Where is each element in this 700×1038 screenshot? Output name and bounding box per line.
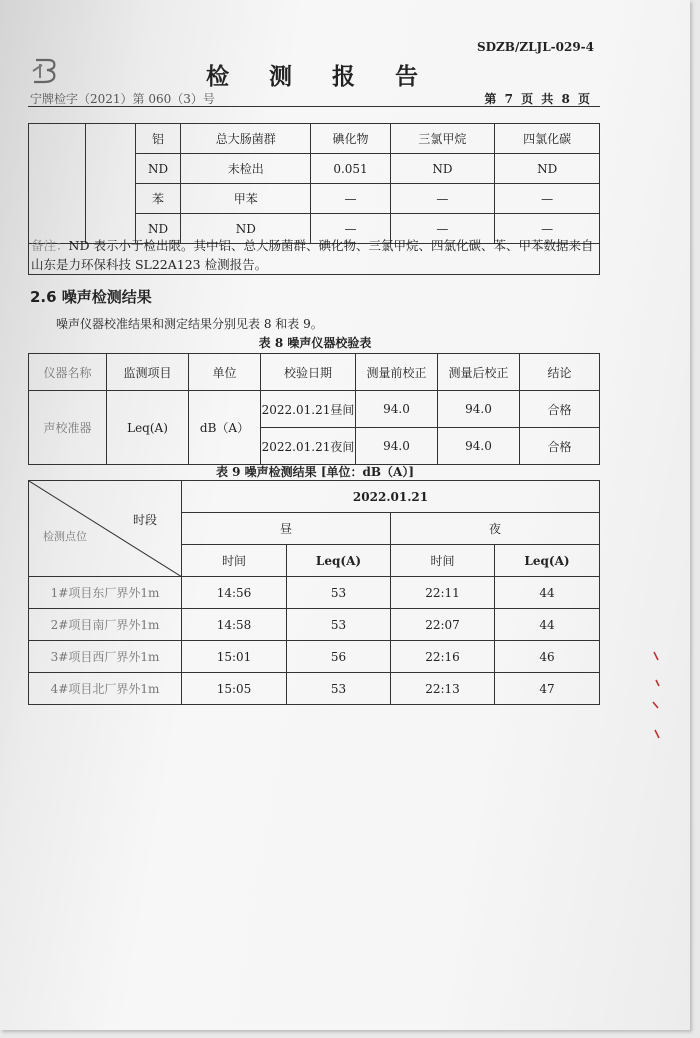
table-cell: 44 <box>495 577 600 609</box>
table-cell: 46 <box>495 641 600 673</box>
table-cell: 14:58 <box>182 609 287 641</box>
table-cell: 2022.01.21昼间 <box>261 391 356 428</box>
table-cell: ND <box>495 154 600 184</box>
corner-top-label: 时段 <box>132 513 157 527</box>
note-label: 备注： <box>31 238 69 253</box>
section-paragraph: 噪声仪器校准结果和测定结果分别见表 8 和表 9。 <box>56 317 323 331</box>
table-cell: ND <box>181 214 311 244</box>
table-cell: — <box>495 184 600 214</box>
table-cell: 苯 <box>136 184 181 214</box>
section-heading: 2.6 噪声检测结果 <box>30 288 152 306</box>
point-cell: 1#项目东厂界外1m <box>29 577 182 609</box>
table-cell: 22:07 <box>391 609 495 641</box>
table-header-cell: 碘化物 <box>311 124 390 154</box>
report-title: 检 测 报 告 <box>205 63 435 90</box>
table-cell: 94.0 <box>356 391 438 428</box>
table-cell: 0.051 <box>311 154 390 184</box>
table-cell: — <box>311 214 390 244</box>
table-cell: — <box>495 214 600 244</box>
table-cell: 合格 <box>520 391 600 428</box>
corner-cell <box>29 481 182 577</box>
corner-bottom-label: 检测点位 <box>43 530 87 543</box>
table-header-cell: Leq(A) <box>495 545 600 577</box>
table-cell: 94.0 <box>438 428 520 465</box>
table-row <box>29 124 600 154</box>
table-cell: ND <box>136 214 181 244</box>
calibration-table <box>28 353 600 465</box>
document-code: SDZB/ZLJL-029-4 <box>476 40 594 54</box>
table-header-cell: 测量后校正 <box>438 354 520 391</box>
table-header-cell: 铝 <box>136 124 181 154</box>
table-row <box>29 609 600 641</box>
table-row <box>29 391 600 428</box>
table-cell: 53 <box>287 673 391 705</box>
table-cell: 合格 <box>520 428 600 465</box>
noise-result-table <box>28 480 600 705</box>
table-cell: 53 <box>287 609 391 641</box>
table-header-cell: Leq(A) <box>287 545 391 577</box>
table-cell: 甲苯 <box>181 184 311 214</box>
table-cell: 2022.01.21夜间 <box>261 428 356 465</box>
table-cell: 22:11 <box>391 577 495 609</box>
table-row <box>29 354 600 391</box>
table-header-cell: 结论 <box>520 354 600 391</box>
note-text: ND 表示小于检出限。其中铝、总大肠菌群、碘化物、三氯甲烷、四氯化碳、苯、甲苯数据来自山东是力环保科技 SL22A123 检测报告。 <box>31 238 594 272</box>
report-reference: 宁牌检字（2021）第 060（3）号 <box>30 92 215 106</box>
table9-caption: 表 9 噪声检测结果 [单位：dB（A）] <box>215 465 415 479</box>
table-header-cell: 三氯甲烷 <box>390 124 495 154</box>
unit-cell: dB（A） <box>189 391 261 465</box>
table-cell: 47 <box>495 673 600 705</box>
table-cell: 14:56 <box>182 577 287 609</box>
table-cell: — <box>390 214 495 244</box>
table-cell: ND <box>136 154 181 184</box>
table-cell <box>86 124 136 244</box>
table-cell: 15:01 <box>182 641 287 673</box>
table-cell: ND <box>390 154 495 184</box>
table-cell: 94.0 <box>356 428 438 465</box>
table8-caption: 表 8 噪声仪器校验表 <box>258 336 372 350</box>
header-rule <box>28 106 600 107</box>
table-note <box>28 236 600 275</box>
point-cell: 4#项目北厂界外1m <box>29 673 182 705</box>
instrument-cell: 声校准器 <box>29 391 107 465</box>
table-cell <box>29 124 86 244</box>
table-row <box>29 577 600 609</box>
page-number: 第 7 页 共 8 页 <box>484 92 592 106</box>
point-cell: 3#项目西厂界外1m <box>29 641 182 673</box>
table-header-cell: 总大肠菌群 <box>181 124 311 154</box>
date-header: 2022.01.21 <box>182 481 600 513</box>
night-header: 夜 <box>391 513 600 545</box>
table-cell: — <box>311 184 390 214</box>
water-quality-table <box>28 123 600 244</box>
table-header-cell: 时间 <box>391 545 495 577</box>
table-cell: 53 <box>287 577 391 609</box>
table-header-cell: 仪器名称 <box>29 354 107 391</box>
table-header-cell: 监测项目 <box>107 354 189 391</box>
table-cell: — <box>390 184 495 214</box>
day-header: 昼 <box>182 513 391 545</box>
table-cell: 94.0 <box>438 391 520 428</box>
table-header-cell: 四氯化碳 <box>495 124 600 154</box>
table-cell: 22:13 <box>391 673 495 705</box>
table-header-cell: 测量前校正 <box>356 354 438 391</box>
table-cell: 56 <box>287 641 391 673</box>
table-cell: 未检出 <box>181 154 311 184</box>
table-row <box>29 481 600 513</box>
table-cell: 15:05 <box>182 673 287 705</box>
table-cell: 44 <box>495 609 600 641</box>
seal-edge-marks <box>650 650 664 750</box>
table-header-cell: 单位 <box>189 354 261 391</box>
table-cell: 22:16 <box>391 641 495 673</box>
table-row <box>29 641 600 673</box>
item-cell: Leq(A) <box>107 391 189 465</box>
table-row <box>29 673 600 705</box>
table-header-cell: 校验日期 <box>261 354 356 391</box>
table-header-cell: 时间 <box>182 545 287 577</box>
point-cell: 2#项目南厂界外1m <box>29 609 182 641</box>
